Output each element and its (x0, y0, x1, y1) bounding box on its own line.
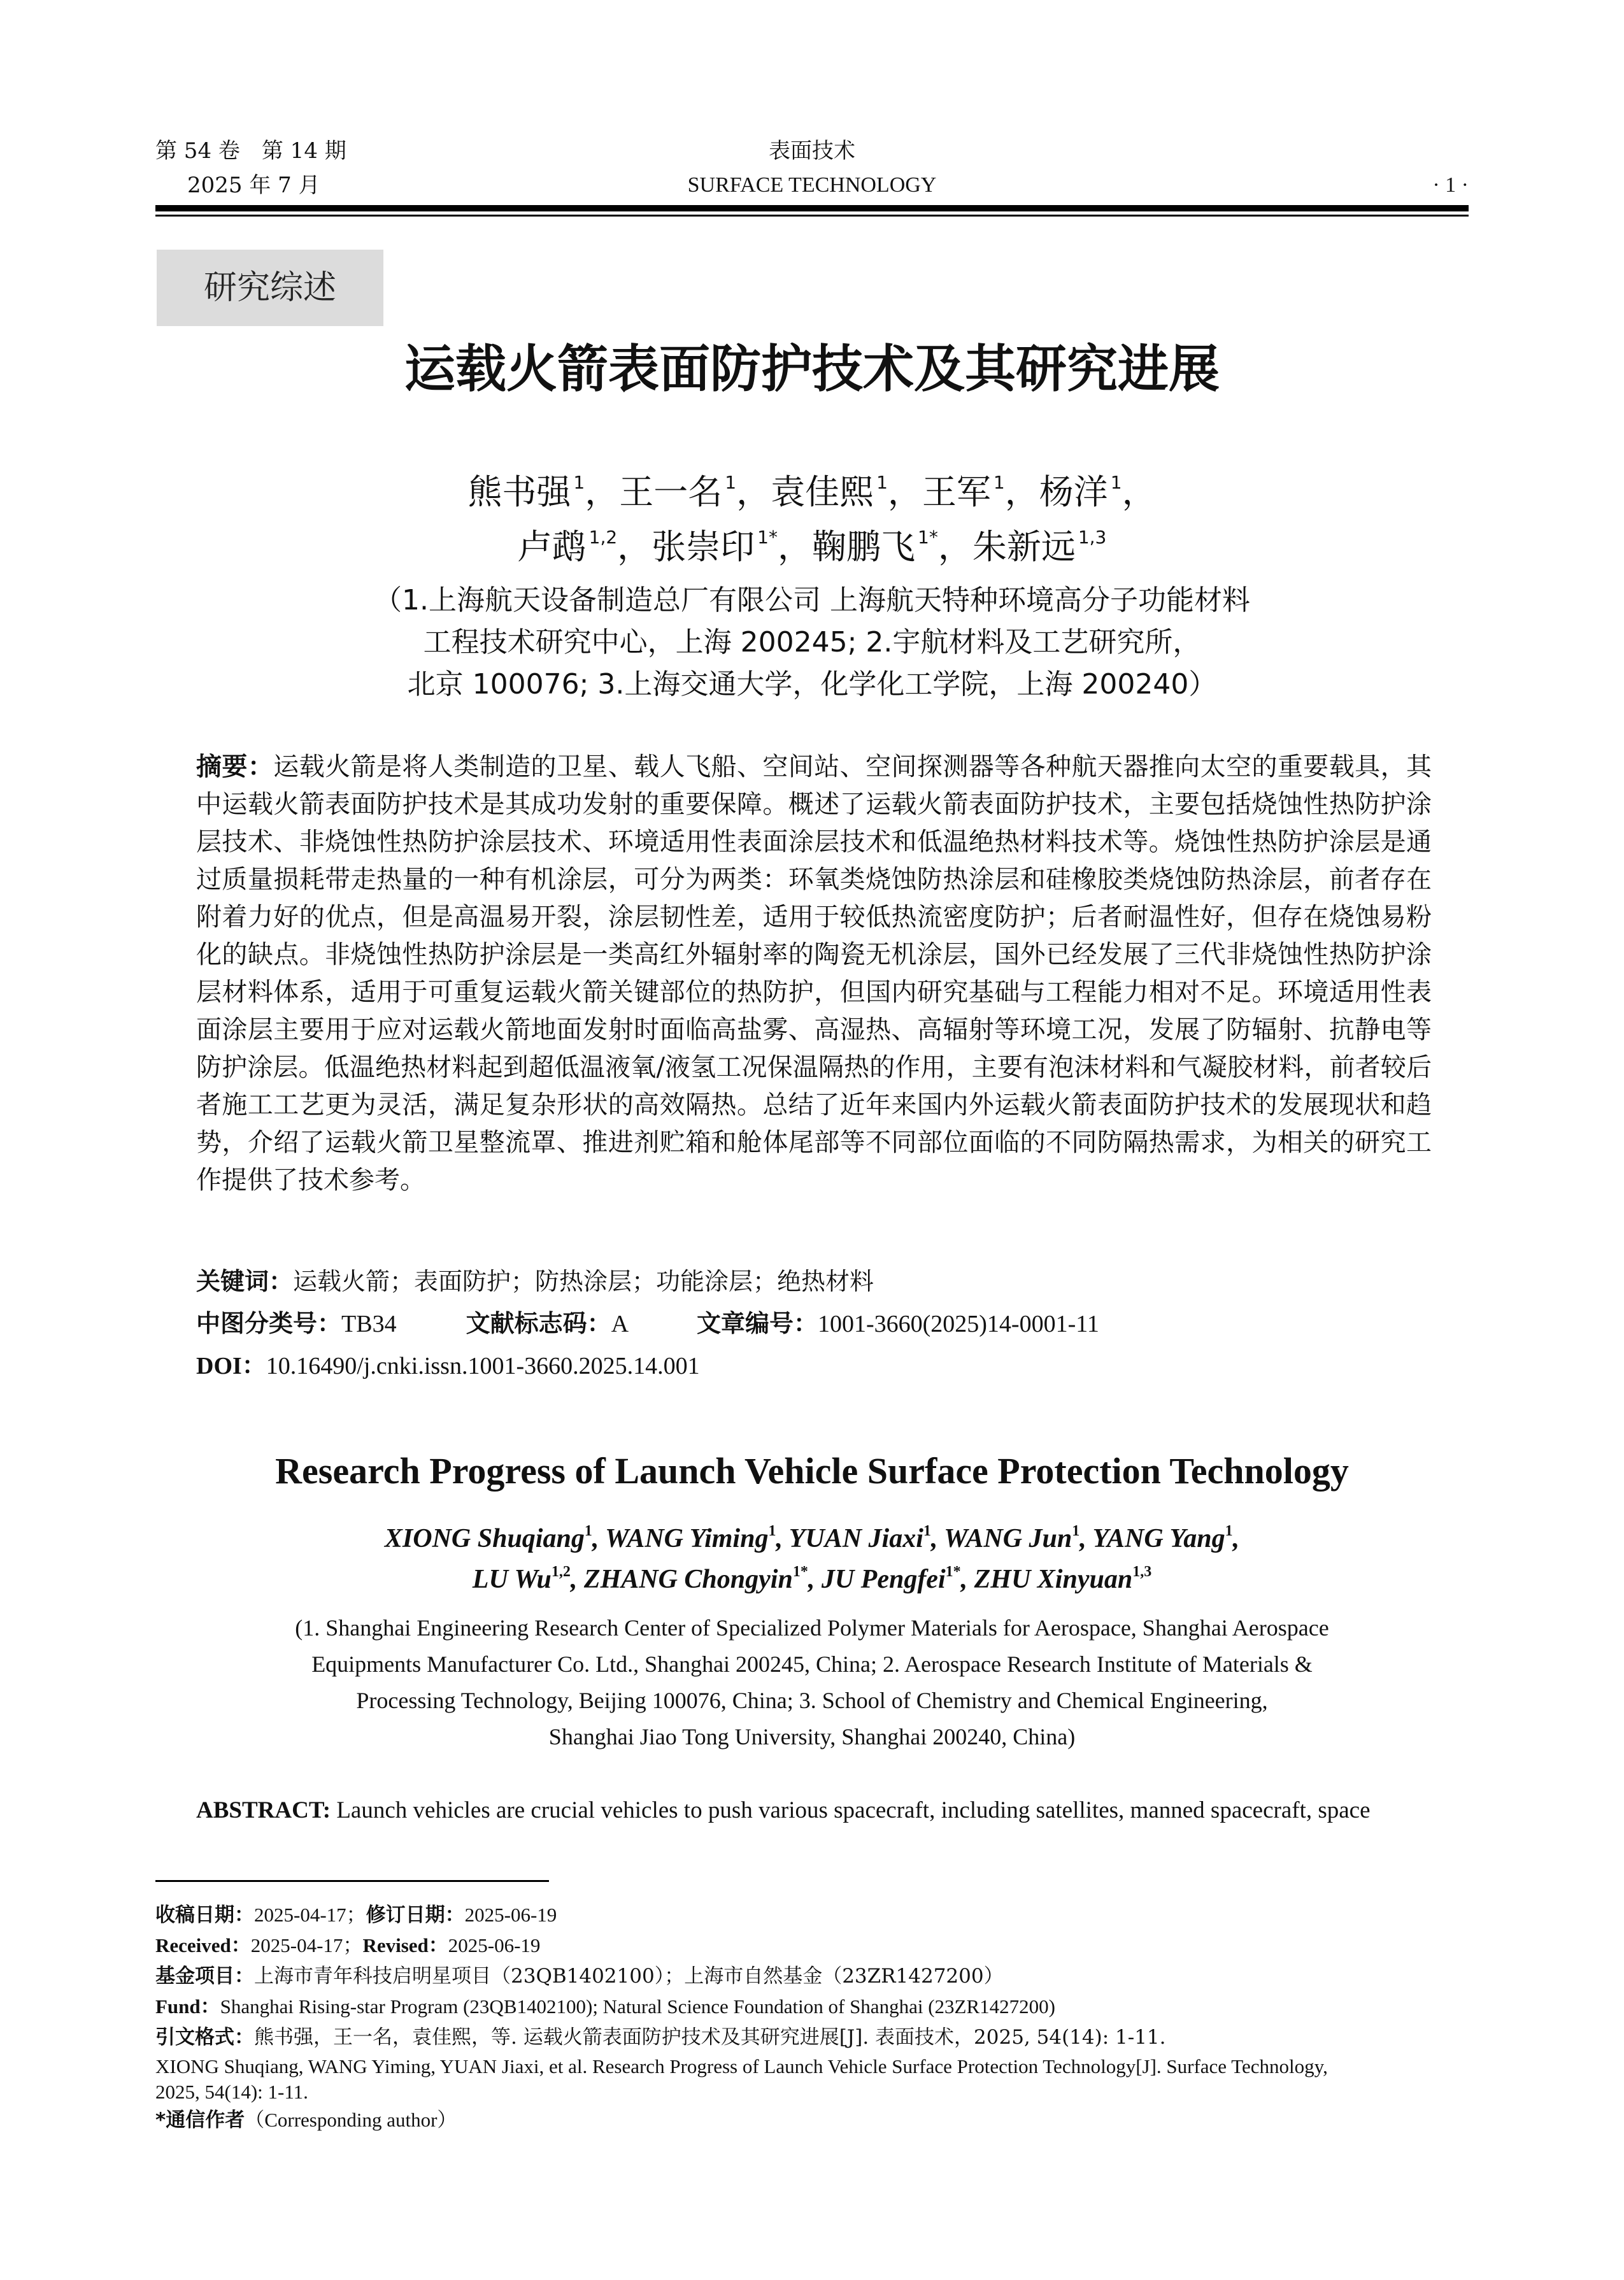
abstract-cn-text: 运载火箭是将人类制造的卫星、载人飞船、空间站、空间探测器等各种航天器推向太空的重要载具，其中运载火箭表面防护技术是其成功发射的重要保障。概述了运载火箭表面防护技术，主要包括烧蚀性热防护涂层技术、非烧蚀性热防护涂层技术、环境适用性表面涂层技术和低温绝热材料技术等。烧蚀性热防护涂层是通过质量损耗带走热量的一种有机涂层，可分为两类：环氧类烧蚀防热涂层和硅橡胶类烧蚀防热涂层，前者存在附着力好的优点，但是高温易开裂，涂层韧性差，适用于较低热流密度防护；后者耐温性好，但存在烧蚀易粉化的缺点。非烧蚀性热防护涂层是一类高红外辐射率的陶瓷无机涂层，国外已经发展了三代非烧蚀性热防护涂层材料体系，适用于可重复运载火箭关键部位的热防护，但国内研究基础与工程能力相对不足。环境适用性表面涂层主要用于应对运载火箭地面发射时面临高盐雾、高湿热、高辐射等环境工况，发展了防辐射、抗静电等防护涂层。低温绝热材料起到超低温液氧/液氢工况保温隔热的作用，主要有泡沫材料和气凝胶材料，前者较后者施工工艺更为灵活，满足复杂形状的高效隔热。总结了近年来国内外运载火箭表面防护技术的发展现状和趋势，介绍了运载火箭卫星整流罩、推进剂贮箱和舱体尾部等不同部位面临的不同防隔热需求，为相关的研究工作提供了技术参考。 (196, 752, 1432, 1195)
author-affiliation-mark: 1 (1072, 1523, 1080, 1539)
footnote-corresponding (155, 2105, 1469, 2135)
footnote-received-cn (155, 1900, 1469, 1930)
clc-label: 中图分类号： (196, 1309, 342, 1337)
fund-en-value: Shanghai Rising-star Program (23QB1402100); Natural Science Foundation of Shanghai (23ZR1427200) (220, 1995, 1055, 2018)
author-separator: , (570, 1565, 584, 1594)
journal-name-en: SURFACE TECHNOLOGY (687, 173, 937, 197)
author-affiliation-mark: 1 (573, 472, 585, 493)
author-affiliation-mark: 1,3 (1132, 1564, 1152, 1580)
footnote-fund-cn (155, 1962, 1469, 1991)
abstract-en (196, 1793, 1432, 1828)
doc-code-label: 文献标志码： (466, 1309, 611, 1337)
abstract-en-text: Launch vehicles are crucial vehicles to push various spacecraft, including satellites, manned spacecraft, space (336, 1797, 1371, 1823)
affiliation-en-line4: Shanghai Jiao Tong University, Shanghai 200240, China) (548, 1724, 1076, 1749)
clc-value: TB34 (341, 1311, 397, 1337)
footnote-rule (155, 1880, 549, 1882)
abstract-en-label: ABSTRACT: (196, 1797, 331, 1823)
doi-label: DOI： (196, 1353, 266, 1379)
keywords-cn-label: 关键词： (196, 1267, 294, 1295)
author-separator: , (930, 1524, 944, 1553)
journal-name-cn: 表面技术 (769, 138, 855, 164)
keywords-cn-text: 运载火箭；表面防护；防热涂层；功能涂层；绝热材料 (293, 1267, 874, 1295)
citation-cn-label: 引文格式： (155, 2026, 254, 2049)
affiliation-cn-line3: 北京 100076; 3.上海交通大学，化学化工学院，上海 200240） (407, 668, 1217, 701)
header-rule-thick (155, 205, 1469, 211)
fund-cn-label: 基金项目： (155, 1965, 254, 1988)
received-en-label: Received： (155, 1934, 251, 1956)
author-name: 张崇印 (652, 527, 755, 567)
citation-cn-value: 熊书强，王一名，袁佳熙，等. 运载火箭表面防护技术及其研究进展[J]. 表面技术，2025, 54(14): 1-11. (254, 2026, 1166, 2049)
received-cn-label: 收稿日期： (155, 1904, 254, 1927)
author-name: WANG Yiming (605, 1524, 769, 1553)
author-name: ZHANG Chongyin (583, 1565, 793, 1594)
author-name: 卢鹉 (517, 527, 587, 567)
header-rule-thin (155, 215, 1469, 217)
author-separator: ， (778, 527, 812, 567)
author-separator: , (776, 1524, 789, 1553)
corresponding-value: （Corresponding author） (245, 2109, 457, 2131)
author-name: 杨洋 (1039, 472, 1108, 512)
doc-code-value: A (611, 1311, 627, 1337)
authors-en-line2 (155, 1551, 1469, 1600)
footnote-citation-cn (155, 2023, 1469, 2052)
author-name: YUAN Jiaxi (788, 1524, 923, 1553)
author-name: YANG Yang (1092, 1524, 1225, 1553)
author-affiliation-mark: 1 (725, 472, 737, 493)
footnote-fund-en (155, 1992, 1469, 2021)
author-affiliation-mark: 1,2 (551, 1564, 571, 1580)
affiliation-en-line1: (1. Shanghai Engineering Research Center of Specialized Polymer Materials for Aerospace, Shanghai Aerospace (295, 1615, 1329, 1641)
author-separator: ， (736, 472, 771, 512)
author-affiliation-mark: 1 (876, 472, 888, 493)
affiliation-en-line2: Equipments Manufacturer Co. Ltd., Shanghai 200245, China; 2. Aerospace Research Institute of Materials & (311, 1651, 1313, 1677)
classification-line (196, 1305, 1099, 1343)
author-name: JU Pengfei (821, 1565, 946, 1594)
author-name: XIONG Shuqiang (384, 1524, 585, 1553)
author-name: 王一名 (619, 472, 723, 512)
revised-cn-value: 2025-06-19 (464, 1904, 557, 1926)
affiliation-en-line3: Processing Technology, Beijing 100076, China; 3. School of Chemistry and Chemical Engineering, (356, 1688, 1268, 1713)
revised-cn-label: 修订日期： (366, 1904, 465, 1927)
fund-cn-value: 上海市青年科技启明星项目（23QB1402100）；上海市自然基金（23ZR1427200） (254, 1965, 1004, 1988)
authors-cn-line2 (155, 510, 1469, 574)
author-separator: , (808, 1565, 822, 1594)
author-separator: , (1232, 1524, 1240, 1553)
author-separator: ， (1122, 472, 1157, 512)
author-affiliation-mark: 1 (1225, 1523, 1233, 1539)
received-cn-value: 2025-04-17； (254, 1904, 366, 1926)
author-affiliation-mark: 1* (757, 527, 778, 548)
volume-issue: 第 54 卷 第 14 期 (155, 138, 346, 164)
author-name: 鞠鹏飞 (812, 527, 915, 567)
author-name: 袁佳熙 (771, 472, 874, 512)
author-name: 熊书强 (467, 472, 571, 512)
author-name: WANG Jun (944, 1524, 1072, 1553)
author-affiliation-mark: 1 (1110, 472, 1122, 493)
author-affiliation-mark: 1 (993, 472, 1005, 493)
affiliation-cn-line2: 工程技术研究中心，上海 200245; 2.宇航材料及工艺研究所， (423, 626, 1201, 659)
title-en: Research Progress of Launch Vehicle Surface Protection Technology (275, 1450, 1349, 1492)
author-affiliation-mark: 1,3 (1078, 527, 1107, 548)
author-affiliation-mark: 1,2 (588, 527, 618, 548)
issue-date: 2025 年 7 月 (187, 173, 320, 198)
author-affiliation-mark: 1 (768, 1523, 776, 1539)
author-affiliation-mark: 1* (792, 1564, 808, 1580)
author-separator: , (592, 1524, 606, 1553)
author-name: 王军 (922, 472, 991, 512)
author-name: LU Wu (472, 1565, 552, 1594)
article-number-label: 文章编号： (696, 1309, 818, 1337)
author-separator: , (1079, 1524, 1093, 1553)
author-separator: ， (617, 527, 652, 567)
abstract-cn-label: 摘要： (196, 752, 274, 781)
page-number: · 1 · (1432, 173, 1469, 197)
author-separator: ， (887, 472, 922, 512)
title-cn: 运载火箭表面防护技术及其研究进展 (404, 339, 1220, 399)
footnote-citation-en-line1: XIONG Shuqiang, WANG Yiming, YUAN Jiaxi, et al. Research Progress of Launch Vehicle Surface Protection Technology[J]. Surface Technology, (155, 2055, 1328, 2077)
revised-en-label: Revised： (362, 1934, 448, 1956)
author-affiliation-mark: 1* (945, 1564, 961, 1580)
author-affiliation-mark: 1 (923, 1523, 931, 1539)
revised-en-value: 2025-06-19 (448, 1934, 541, 1956)
author-separator: ， (585, 472, 620, 512)
author-separator: , (960, 1565, 974, 1594)
footnote-citation-en-line2: 2025, 54(14): 1-11. (155, 2081, 308, 2103)
affiliation-cn-line1: （1.上海航天设备制造总厂有限公司 上海航天特种环境高分子功能材料 (374, 584, 1250, 616)
abstract-cn (196, 748, 1432, 1199)
author-separator: ， (937, 527, 972, 567)
author-affiliation-mark: 1 (584, 1523, 592, 1539)
section-label-box (157, 250, 383, 326)
author-name: 朱新远 (972, 527, 1076, 567)
keywords-cn (196, 1263, 874, 1300)
doi-value: 10.16490/j.cnki.issn.1001-3660.2025.14.001 (266, 1353, 700, 1379)
footnote-received-en (155, 1931, 1469, 1960)
author-affiliation-mark: 1* (918, 527, 938, 548)
corresponding-label: *通信作者 (155, 2109, 245, 2132)
author-separator: ， (1004, 472, 1039, 512)
article-number-value: 1001-3660(2025)14-0001-11 (817, 1311, 1099, 1337)
author-name: ZHU Xinyuan (974, 1565, 1133, 1594)
received-en-value: 2025-04-17； (250, 1934, 363, 1956)
fund-en-label: Fund： (155, 1995, 220, 2018)
doi-line (196, 1348, 700, 1385)
section-label: 研究综述 (203, 269, 336, 307)
